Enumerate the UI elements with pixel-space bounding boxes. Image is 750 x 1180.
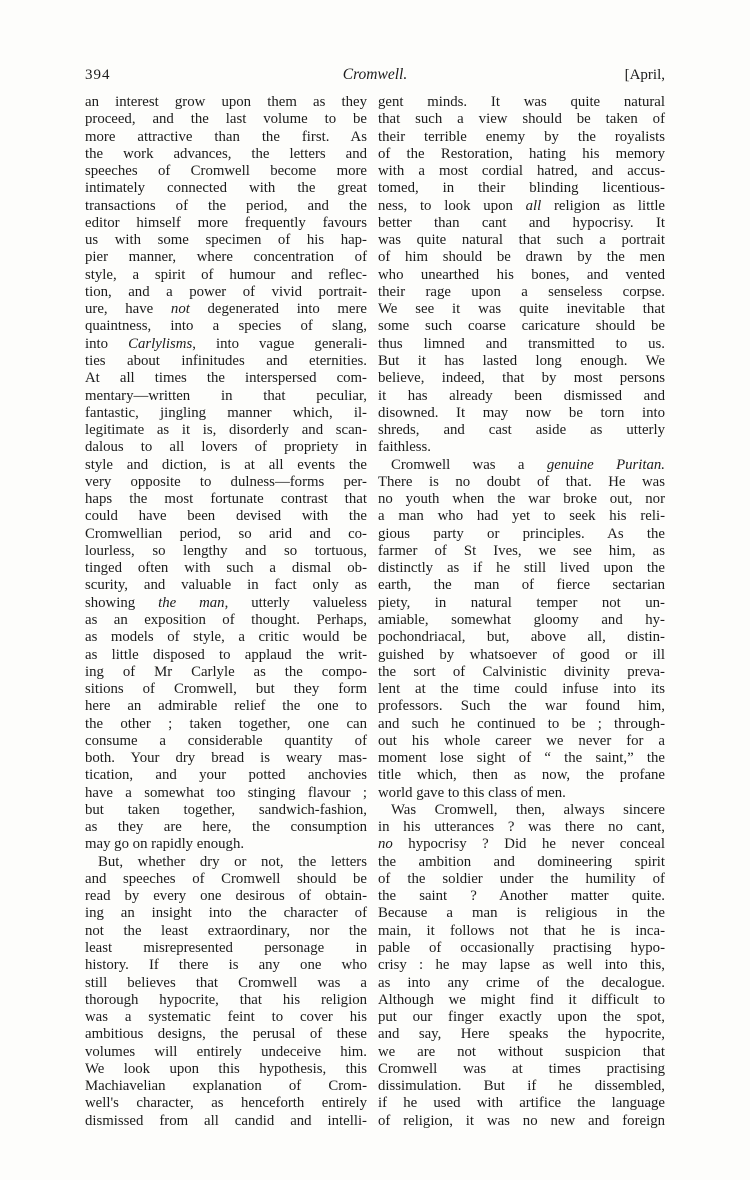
text-line: their terrible enemy by the royalists <box>378 128 665 145</box>
text-line: the other ; taken together, one can <box>85 715 367 732</box>
text-line: could have been devised with the <box>85 508 367 525</box>
text-line: Because a man is religious in the <box>378 905 665 922</box>
text-line: editor himself more frequently favours <box>85 214 367 231</box>
text-line: into Carlylisms, into vague generali- <box>85 335 367 352</box>
text-line: tication, and your potted anchovies <box>85 767 367 784</box>
text-line: the work advances, the letters and <box>85 145 367 162</box>
text-line: showing the man, utterly valueless <box>85 594 367 611</box>
text-line: both. Your dry bread is weary mas- <box>85 750 367 767</box>
text-line: as they are here, the consumption <box>85 819 367 836</box>
text-line: of him should be drawn by the men <box>378 249 665 266</box>
text-line: a man who had yet to seek his reli- <box>378 508 665 525</box>
text-line: better than cant and hypocrisy. It <box>378 214 665 231</box>
text-line: quaintness, into a species of slang, <box>85 318 367 335</box>
text-line: was quite natural that such a portrait <box>378 232 665 249</box>
text-line: gious party or principles. As the <box>378 525 665 542</box>
text-line: style, a spirit of humour and reflec- <box>85 266 367 283</box>
text-line: scurity, and valuable in fact only as <box>85 577 367 594</box>
text-line: lourless, so lengthy and so tortuous, <box>85 542 367 559</box>
text-line: intimately connected with the great <box>85 180 367 197</box>
text-line: least misrepresented personage in <box>85 940 367 957</box>
text-line: ing of Mr Carlyle as the compo- <box>85 663 367 680</box>
text-line: crisy : he may lapse as well into this, <box>378 957 665 974</box>
text-line: volumes will entirely undeceive him. <box>85 1043 367 1060</box>
text-line: pier manner, where concentration of <box>85 249 367 266</box>
text-line: as an exposition of thought. Perhaps, <box>85 611 367 628</box>
text-line: thorough hypocrite, that his religion <box>85 991 367 1008</box>
text-line: it has already been dismissed and <box>378 387 665 404</box>
text-line: some such coarse caricature should be <box>378 318 665 335</box>
text-line: was a systematic feint to cover his <box>85 1009 367 1026</box>
text-line: and speeches of Cromwell should be <box>85 870 367 887</box>
text-line: world gave to this class of men. <box>378 784 566 801</box>
text-line: Machiavelian explanation of Crom- <box>85 1078 367 1095</box>
text-line: but taken together, sandwich-fashion, <box>85 801 367 818</box>
text-line: as little disposed to applaud the writ- <box>85 646 367 663</box>
text-line: very opposite to dulness—forms per- <box>85 473 367 490</box>
text-line: consume a considerable quantity of <box>85 732 367 749</box>
text-line: ure, have not degenerated into mere <box>85 301 367 318</box>
text-line: us with some specimen of his hap- <box>85 232 367 249</box>
text-line: haps the most fortunate contrast that <box>85 491 367 508</box>
text-line: gent minds. It was quite natural <box>378 94 665 110</box>
text-line: ing an insight into the character of <box>85 905 367 922</box>
text-line: as into any crime of the decalogue. <box>378 974 665 991</box>
text-line: thus limned and transmitted to us. <box>378 335 665 352</box>
text-line: Cromwell was at times practising <box>378 1060 665 1077</box>
running-title: Cromwell. <box>342 66 408 83</box>
text-line: the saint ? Another matter quite. <box>378 888 665 905</box>
text-line: read by every one desirous of obtain- <box>85 888 367 905</box>
text-line: pochondriacal, but, above all, distin- <box>378 629 665 646</box>
text-line: legitimate as it is, disorderly and scan- <box>85 422 367 439</box>
text-line: We look upon this hypothesis, this <box>85 1060 367 1077</box>
text-line: here an admirable relief the one to <box>85 698 367 715</box>
text-line: more attractive than the first. As <box>85 128 367 145</box>
text-line: Although we might find it difficult to <box>378 991 665 1008</box>
text-line: moment lose sight of “ the saint,” the <box>378 750 665 767</box>
text-line: well's character, as henceforth entirely <box>85 1095 367 1112</box>
text-line: faithless. <box>378 439 432 456</box>
text-line: shreds, and cast aside as utterly <box>378 422 665 439</box>
text-line: have a somewhat too stinging flavour ; <box>85 784 367 801</box>
text-line: speeches of Cromwell become more <box>85 163 367 180</box>
text-line: in his utterances ? was there no cant, <box>378 819 665 836</box>
text-line: amiable, somewhat gloomy and hy- <box>378 611 665 628</box>
text-line: dalous to all lovers of propriety in <box>85 439 367 456</box>
text-line: history. If there is any one who <box>85 957 367 974</box>
text-line: the ambition and domineering spirit <box>378 853 665 870</box>
text-line: an interest grow upon them as they <box>85 94 367 110</box>
left-column <box>85 94 367 1130</box>
text-line: their rage upon a senseless corpse. <box>378 283 665 300</box>
text-line: sitions of Cromwell, but they form <box>85 681 367 698</box>
text-line: no youth when the war broke out, nor <box>378 491 665 508</box>
text-line: Was Cromwell, then, always sincere <box>391 801 665 818</box>
text-line: still believes that Cromwell was a <box>85 974 367 991</box>
text-line: Cromwell was a genuine Puritan. <box>391 456 665 473</box>
text-line: ambitious designs, the perusal of these <box>85 1026 367 1043</box>
text-line: put our finger exactly upon the spot, <box>378 1009 665 1026</box>
text-line: may go on rapidly enough. <box>85 836 245 853</box>
text-line: and say, Here speaks the hypocrite, <box>378 1026 665 1043</box>
text-line: dismissed from all candid and intelli- <box>85 1112 367 1129</box>
text-line: farmer of St Ives, we see him, as <box>378 542 665 559</box>
text-line: We see it was quite inevitable that <box>378 301 665 318</box>
text-line: fantastic, jingling manner which, il- <box>85 404 367 421</box>
text-line: no hypocrisy ? Did he never conceal <box>378 836 665 853</box>
text-line: the sort of Calvinistic divinity preva- <box>378 663 665 680</box>
text-line: not the least extraordinary, nor the <box>85 922 367 939</box>
text-line: and such he continued to be ; through- <box>378 715 665 732</box>
text-line: tinged often with such a dismal ob- <box>85 560 367 577</box>
text-line: tomed, in their blinding licentious- <box>378 180 665 197</box>
text-line: piety, in natural temper not un- <box>378 594 665 611</box>
text-line: ties about infinitudes and eternities. <box>85 352 367 369</box>
text-line: transactions of the period, and the <box>85 197 367 214</box>
text-line: that such a view should be taken of <box>378 111 665 128</box>
text-line: pable of occasionally practising hypo- <box>378 940 665 957</box>
issue-date: [April, <box>624 67 665 83</box>
text-line: out his whole career we never for a <box>378 732 665 749</box>
text-line: guished by whatsoever of good or ill <box>378 646 665 663</box>
text-line: There is no doubt of that. He was <box>378 473 665 490</box>
text-line: professors. Such the war found him, <box>378 698 665 715</box>
text-line: At all times the interspersed com- <box>85 370 367 387</box>
text-line: earth, the man of fierce sectarian <box>378 577 665 594</box>
page-header <box>85 66 665 84</box>
text-line: Cromwellian period, so arid and co- <box>85 525 367 542</box>
text-line: of religion, it was no new and foreign <box>378 1112 665 1129</box>
text-line: of the soldier under the humility of <box>378 870 665 887</box>
text-line: with a most cordial hatred, and accus- <box>378 163 665 180</box>
text-line: we are not without suspicion that <box>378 1043 665 1060</box>
text-line: if he used with artifice the language <box>378 1095 665 1112</box>
text-line: mentary—written in that peculiar, <box>85 387 367 404</box>
text-line: dissimulation. But if he dissembled, <box>378 1078 665 1095</box>
text-line: of the Restoration, hating his memory <box>378 145 665 162</box>
text-line: But it has lasted long enough. We <box>378 352 665 369</box>
text-line: as models of style, a critic would be <box>85 629 367 646</box>
text-line: But, whether dry or not, the letters <box>98 853 367 870</box>
text-line: believe, indeed, that by most persons <box>378 370 665 387</box>
text-line: title which, then as now, the profane <box>378 767 665 784</box>
text-line: distinctly as if he still lived upon the <box>378 560 665 577</box>
right-column <box>378 94 665 1130</box>
text-line: main, it follows not that he is inca- <box>378 922 665 939</box>
text-line: proceed, and the last volume to be <box>85 111 367 128</box>
text-line: lent at the time could infuse into its <box>378 681 665 698</box>
text-line: who unearthed his bones, and vented <box>378 266 665 283</box>
text-line: tion, and a power of vivid portrait- <box>85 283 367 300</box>
text-line: ness, to look upon all religion as little <box>378 197 665 214</box>
text-line: style and diction, is at all events the <box>85 456 367 473</box>
page-number: 394 <box>85 67 111 83</box>
text-line: disowned. It may now be torn into <box>378 404 665 421</box>
